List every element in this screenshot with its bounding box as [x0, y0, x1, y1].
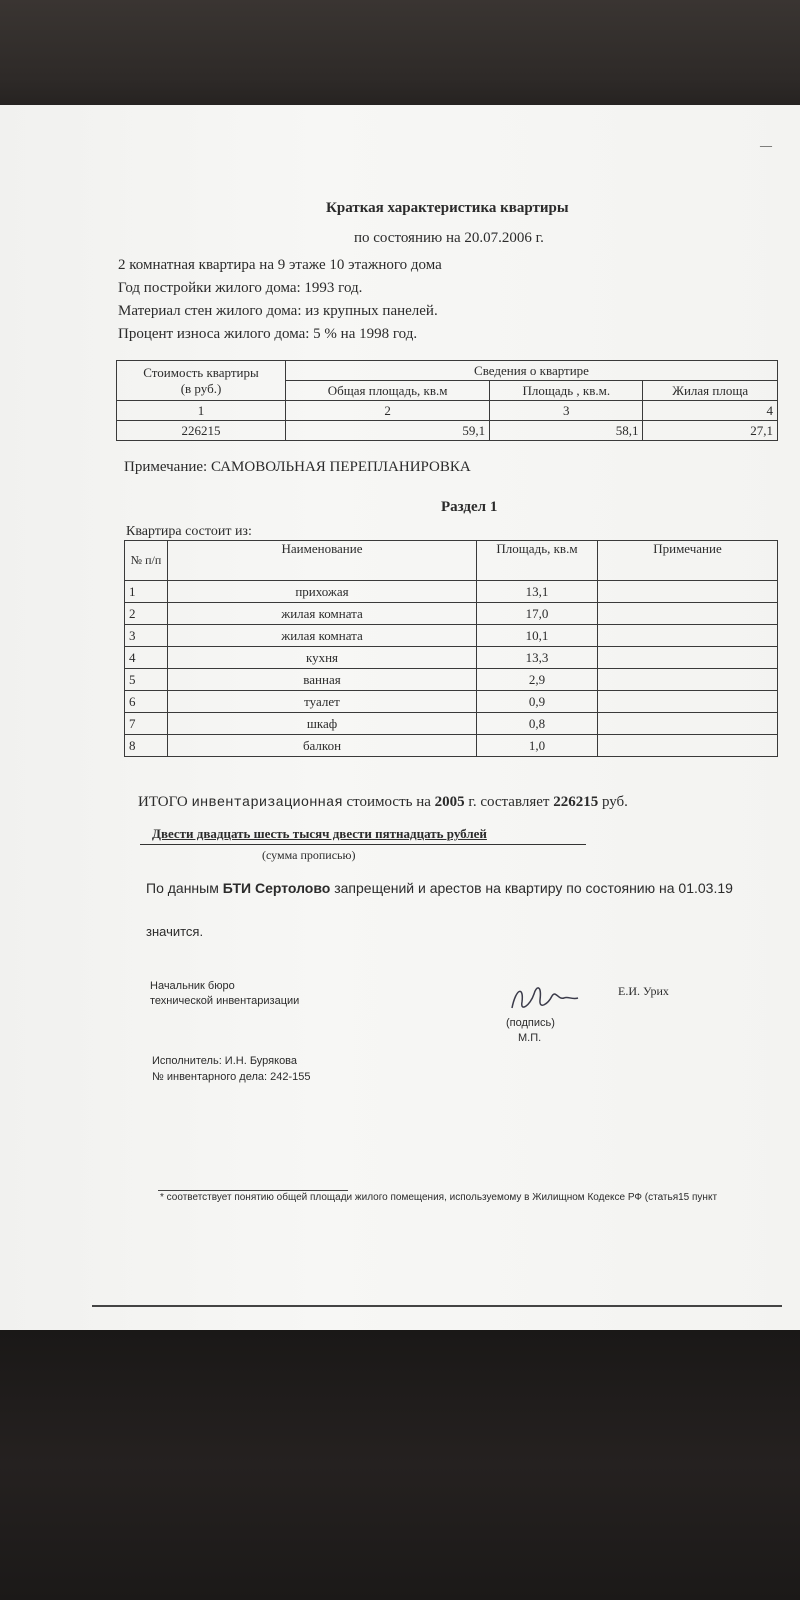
table-row — [125, 625, 778, 647]
room-note — [598, 691, 778, 713]
total-mono: инвентаризационная — [191, 795, 343, 811]
total-prefix: ИТОГО — [138, 794, 188, 810]
row-number: 3 — [125, 625, 168, 647]
room-name: ванная — [168, 669, 477, 691]
total-currency: руб. — [601, 794, 628, 810]
total-area-value: 59,1 — [286, 421, 490, 441]
bti-continuation: значится. — [146, 924, 204, 939]
row-number: 7 — [125, 713, 168, 735]
group-header: Сведения о квартире — [286, 361, 778, 381]
area-header: Площадь , кв.м. — [490, 381, 643, 401]
room-area: 13,3 — [477, 647, 598, 669]
row-number: 8 — [125, 735, 168, 757]
info-line-wear: Процент износа жилого дома: 5 % на 1998 год. — [118, 326, 418, 342]
room-note — [598, 647, 778, 669]
amount-in-words: Двести двадцать шесть тысяч двести пятнадцать рублей — [152, 826, 487, 841]
room-area: 0,8 — [477, 713, 598, 735]
room-area: 2,9 — [477, 669, 598, 691]
bottom-rule — [92, 1305, 782, 1307]
stamp-caption: М.П. — [518, 1032, 542, 1044]
col-num-header: № п/п — [125, 541, 168, 581]
signer-name: Е.И. Урих — [618, 984, 669, 998]
room-note — [598, 713, 778, 735]
table-row — [117, 401, 778, 421]
room-name: жилая комната — [168, 625, 477, 647]
room-area: 17,0 — [477, 603, 598, 625]
room-note — [598, 625, 778, 647]
summary-table — [116, 360, 778, 441]
room-note — [598, 735, 778, 757]
bti-org: БТИ Сертолово — [222, 880, 331, 896]
footnote-text: соответствует понятию общей площади жилого помещения, используемому в Жилищном Кодексе РФ (статья15 пункт — [166, 1192, 718, 1203]
document-title: Краткая характеристика квартиры — [326, 200, 569, 216]
total-year: 2005 — [434, 794, 465, 810]
room-name: балкон — [168, 735, 477, 757]
area-value: 58,1 — [490, 421, 643, 441]
amount-caption: (сумма прописью) — [262, 848, 356, 862]
room-name: шкаф — [168, 713, 477, 735]
row-number: 1 — [125, 581, 168, 603]
room-note — [598, 603, 778, 625]
table-row — [125, 713, 778, 735]
footnote-separator — [158, 1190, 348, 1191]
room-name: туалет — [168, 691, 477, 713]
executor: Исполнитель: И.Н. Бурякова — [152, 1055, 298, 1067]
signer-position-1: Начальник бюро — [150, 980, 235, 992]
total-area-header: Общая площадь, кв.м — [286, 381, 490, 401]
background-bottom — [0, 1330, 800, 1600]
signature-caption: (подпись) — [506, 1017, 555, 1029]
room-name: кухня — [168, 647, 477, 669]
total-line — [138, 794, 628, 811]
bti-statement — [146, 880, 733, 896]
bti-prefix: По данным — [146, 880, 219, 896]
signer-position-2: технической инвентаризации — [150, 995, 300, 1007]
col-number: 4 — [643, 401, 778, 421]
table-row — [125, 603, 778, 625]
table-row — [125, 669, 778, 691]
col-note-header: Примечание — [598, 541, 778, 581]
row-number: 4 — [125, 647, 168, 669]
cost-value: 226215 — [117, 421, 286, 441]
consists-label: Квартира состоит из: — [126, 524, 252, 539]
room-area: 13,1 — [477, 581, 598, 603]
table-row — [125, 581, 778, 603]
cost-header: Стоимость квартиры (в руб.) — [117, 361, 286, 401]
col-number: 3 — [490, 401, 643, 421]
room-note — [598, 669, 778, 691]
signature-scribble — [506, 978, 586, 1018]
living-area-value: 27,1 — [643, 421, 778, 441]
total-mid2: г. составляет — [468, 794, 550, 810]
info-line-rooms: 2 комнатная квартира на 9 этаже 10 этажного дома — [118, 257, 442, 273]
info-line-year: Год постройки жилого дома: 1993 год. — [118, 280, 363, 296]
total-mid: стоимость на — [346, 794, 431, 810]
room-area: 10,1 — [477, 625, 598, 647]
room-name: жилая комната — [168, 603, 477, 625]
amount-underline — [140, 844, 586, 845]
col-number: 2 — [286, 401, 490, 421]
room-area: 1,0 — [477, 735, 598, 757]
rooms-table — [124, 540, 778, 757]
row-number: 5 — [125, 669, 168, 691]
page-corner-mark: — — [760, 138, 772, 152]
col-name-header: Наименование — [168, 541, 477, 581]
room-note — [598, 581, 778, 603]
footnote: * соответствует понятию общей площади жилого помещения, используемому в Жилищном Кодексе РФ (статья15 пункт — [160, 1192, 718, 1203]
note-text: Примечание: САМОВОЛЬНАЯ ПЕРЕПЛАНИРОВКА — [124, 459, 471, 475]
room-area: 0,9 — [477, 691, 598, 713]
col-number: 1 — [117, 401, 286, 421]
case-number: № инвентарного дела: 242-155 — [152, 1071, 311, 1083]
info-line-walls: Материал стен жилого дома: из крупных панелей. — [118, 303, 438, 319]
table-row — [117, 421, 778, 441]
table-row — [125, 647, 778, 669]
table-row — [125, 735, 778, 757]
row-number: 2 — [125, 603, 168, 625]
room-name: прихожая — [168, 581, 477, 603]
col-area-header: Площадь, кв.м — [477, 541, 598, 581]
section-title: Раздел 1 — [441, 499, 498, 515]
table-row — [125, 691, 778, 713]
document-date: по состоянию на 20.07.2006 г. — [354, 230, 544, 246]
total-amount: 226215 — [553, 794, 599, 810]
row-number: 6 — [125, 691, 168, 713]
living-area-header: Жилая площа — [643, 381, 778, 401]
bti-text: запрещений и арестов на квартиру по состоянию на 01.03.19 — [334, 880, 733, 896]
